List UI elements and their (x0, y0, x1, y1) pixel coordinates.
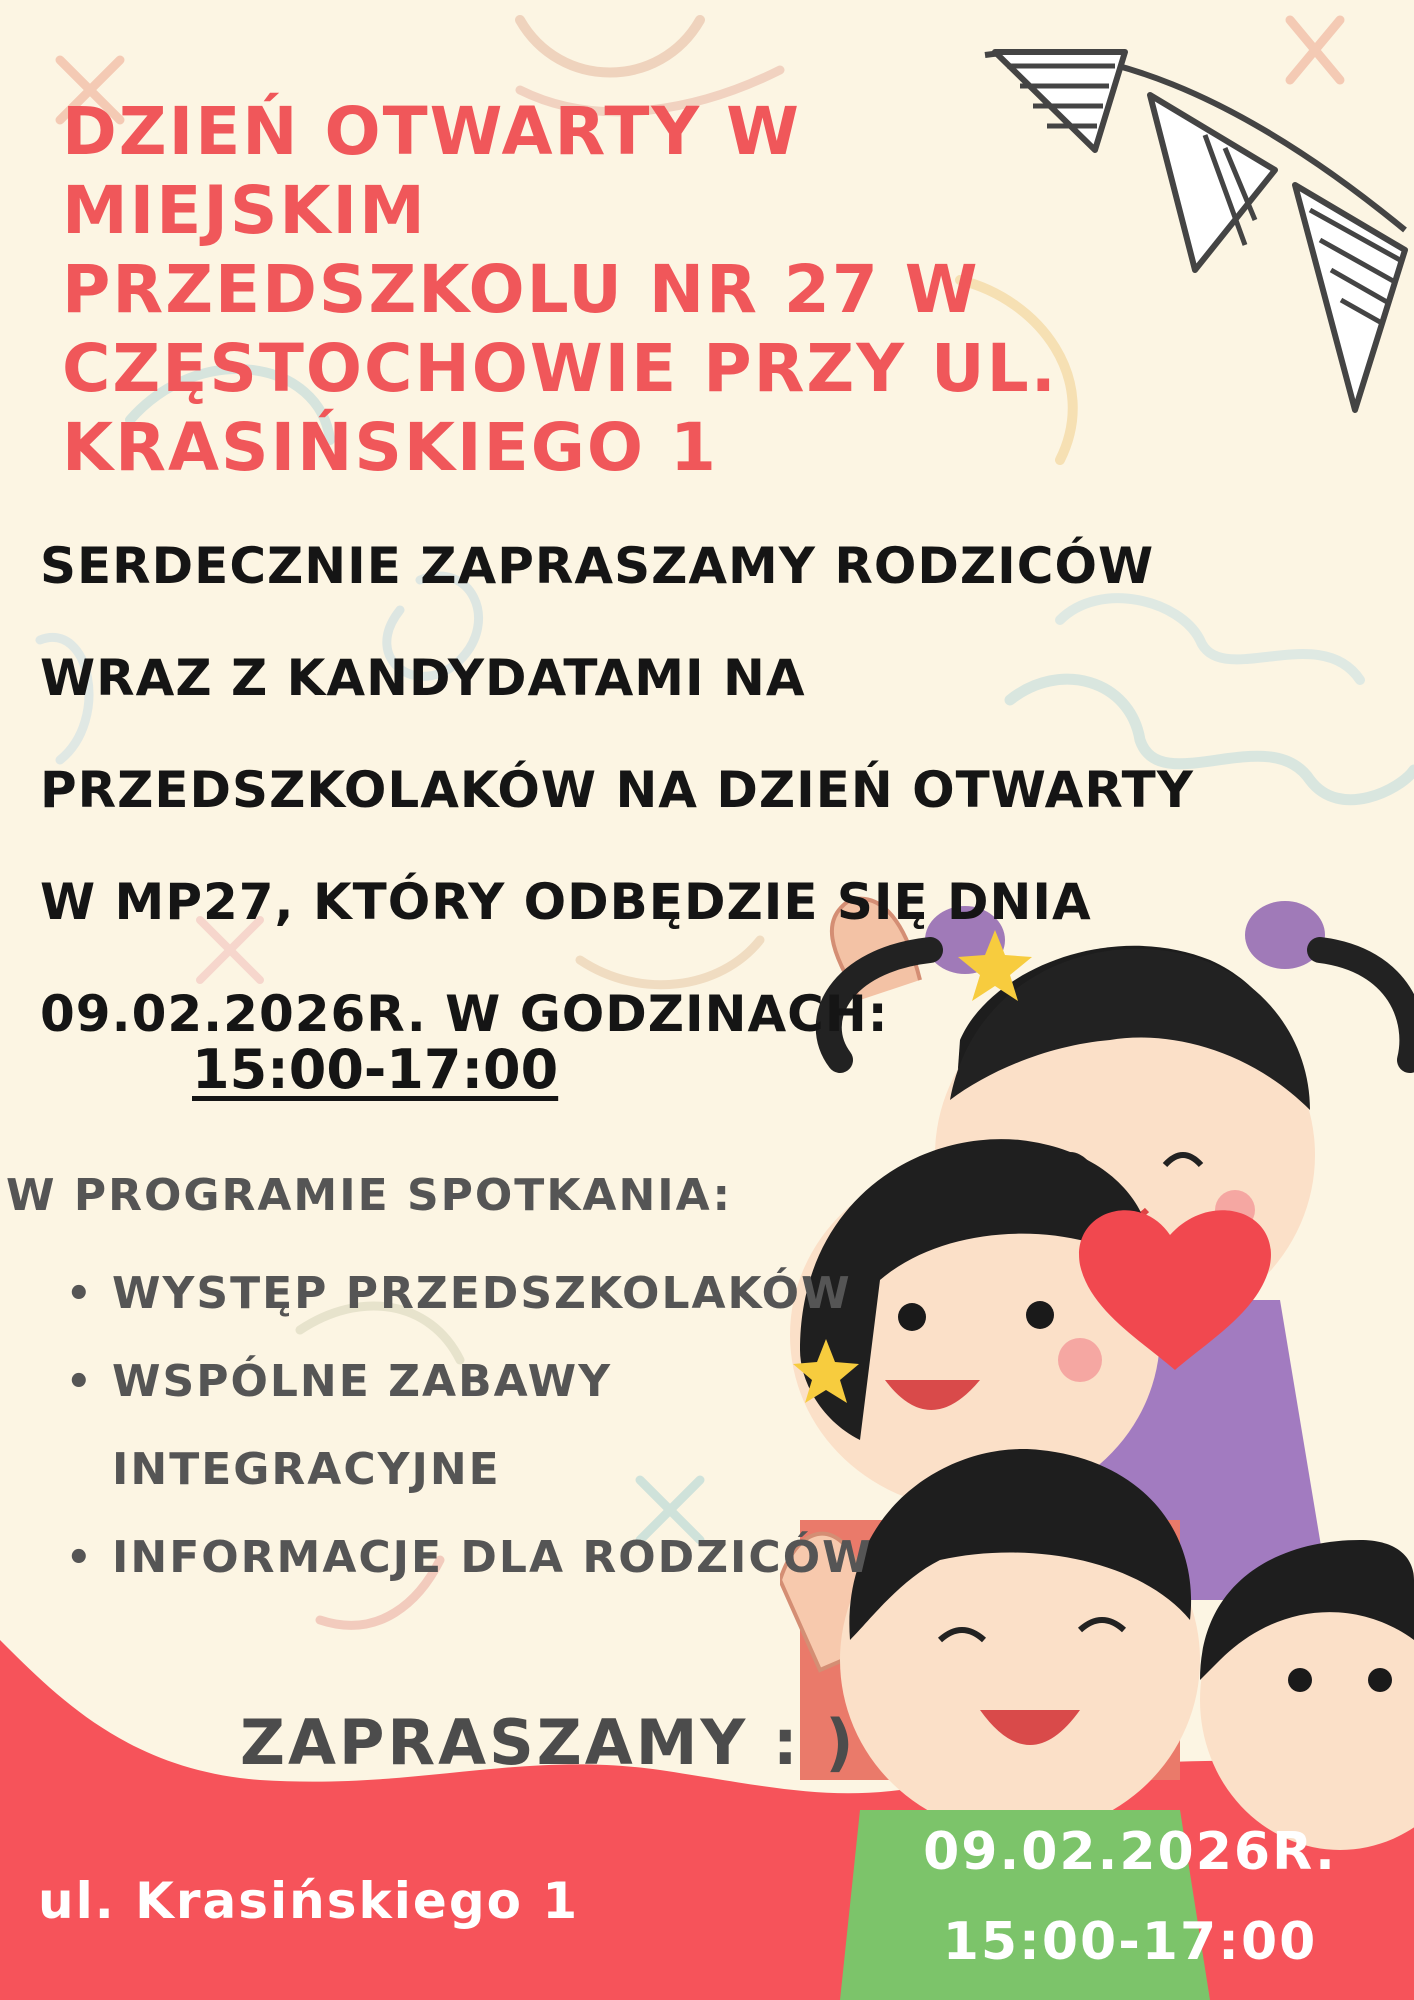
invitation-line: 09.02.2026R. W GODZINACH: (40, 985, 889, 1043)
invitation-line: SERDECZNIE ZAPRASZAMY RODZICÓW (40, 537, 1155, 595)
invitation-text (40, 510, 1300, 1070)
title-line: DZIEŃ OTWARTY W (62, 93, 801, 170)
footer-time: 15:00-17:00 (942, 1912, 1318, 1972)
title-line: PRZEDSZKOLU NR 27 W (62, 251, 980, 328)
invitation-line: WRAZ Z KANDYDATAMI NA (40, 649, 806, 707)
event-hours: 15:00-17:00 (192, 1038, 559, 1101)
invitation-line: PRZEDSZKOLAKÓW NA DZIEŃ OTWARTY (40, 761, 1194, 819)
program-list (62, 1250, 882, 1602)
footer-date: 09.02.2026R. (923, 1822, 1337, 1882)
list-item: • WYSTĘP PRZEDSZKOLAKÓW (62, 1250, 882, 1338)
list-item: • INFORMACJE DLA RODZICÓW (62, 1514, 882, 1602)
list-item: • WSPÓLNE ZABAWY INTEGRACYJNE (62, 1338, 882, 1514)
closing-text: ZAPRASZAMY : ) (240, 1706, 857, 1779)
title-line: CZĘSTOCHOWIE PRZY UL. (62, 330, 1058, 407)
invitation-line: W MP27, KTÓRY ODBĘDZIE SIĘ DNIA (40, 873, 1092, 931)
address: ul. Krasińskiego 1 (38, 1872, 580, 1930)
program-heading: W PROGRAMIE SPOTKANIA: (6, 1170, 733, 1221)
title-line: MIEJSKIM (62, 172, 427, 249)
page-title (62, 92, 1062, 487)
title-line: KRASIŃSKIEGO 1 (62, 409, 718, 486)
